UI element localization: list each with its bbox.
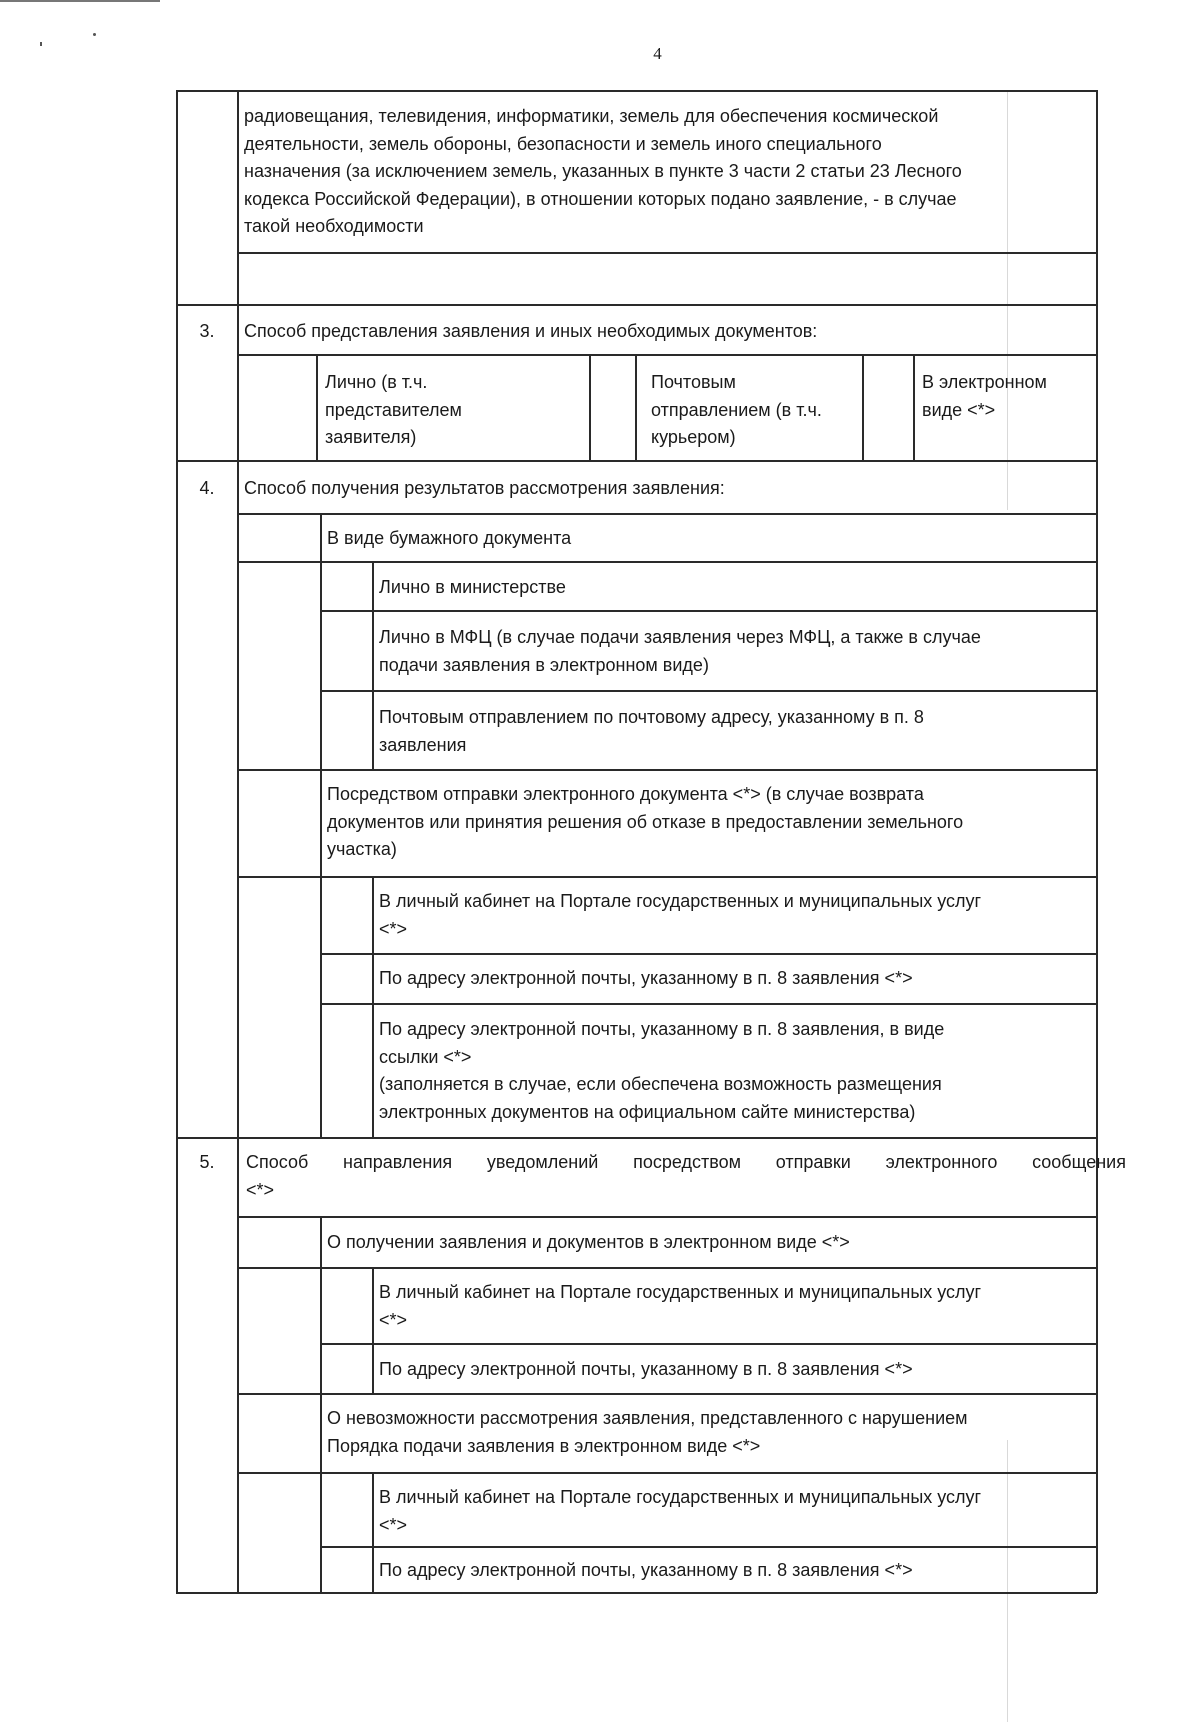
text-line: Посредством отправки электронного документа <*> (в случае возврата xyxy=(327,784,924,804)
text-line: заявления xyxy=(379,734,467,755)
text-line: назначения (за исключением земель, указанных в пункте 3 части 2 статьи 23 Лесного xyxy=(244,161,962,181)
text-line: В личный кабинет на Портале государственных и муниципальных услуг xyxy=(379,1487,982,1507)
title-word: посредством xyxy=(633,1152,741,1172)
section-divider xyxy=(176,460,1097,462)
checkbox-receipt-portal[interactable] xyxy=(321,1268,372,1343)
option-label xyxy=(379,1484,981,1539)
text-line: радиовещания, телевидения, информатики, земель для обеспечения космической xyxy=(244,106,939,126)
text-line: виде <*> xyxy=(922,399,996,420)
text-line: электронных документов на официальном сайте министерства) xyxy=(379,1101,916,1122)
option-label xyxy=(327,1405,968,1460)
section-number: 4. xyxy=(199,478,215,498)
checkbox-email[interactable] xyxy=(321,954,372,1003)
option-label: О получении заявления и документов в электронном виде <*> xyxy=(327,1232,850,1252)
text-line: <*> xyxy=(246,1179,275,1200)
text-line: курьером) xyxy=(651,427,736,447)
text-line: О невозможности рассмотрения заявления, представленного с нарушением xyxy=(327,1408,968,1428)
text-line: <*> xyxy=(379,1309,408,1330)
checkbox-email-link[interactable] xyxy=(321,1004,372,1137)
text-line: В личный кабинет на Портале государственных и муниципальных услуг xyxy=(379,1282,982,1302)
checkbox-electronic[interactable] xyxy=(863,355,913,460)
text-line: заявителя) xyxy=(325,427,417,447)
table-border-left xyxy=(176,90,178,1593)
checkbox-in-ministry[interactable] xyxy=(321,562,372,610)
row-divider xyxy=(237,769,1097,771)
text-line: Лично (в т.ч. xyxy=(325,372,428,392)
row-divider xyxy=(237,252,1097,254)
option-label: По адресу электронной почты, указанному в п. 8 заявления <*> xyxy=(379,1359,913,1379)
option-label: В виде бумажного документа xyxy=(327,528,572,548)
text-line: представителем xyxy=(325,399,462,420)
section-divider xyxy=(176,1137,1097,1139)
table-border-right xyxy=(1096,90,1098,1593)
text-line: По адресу электронной почты, указанному в п. 8 заявления, в виде xyxy=(379,1019,945,1039)
text-line: В электронном xyxy=(922,372,1047,392)
row-divider xyxy=(320,610,1097,612)
text-line: <*> xyxy=(379,918,408,939)
row-divider xyxy=(320,1343,1097,1345)
row-divider xyxy=(320,690,1097,692)
text-line: кодекса Российской Федерации), в отношении которых подано заявление, - в случае xyxy=(244,188,957,209)
text-line: <*> xyxy=(379,1514,408,1535)
checkbox-divider xyxy=(372,876,374,1138)
text-line: ссылки <*> xyxy=(379,1046,472,1067)
text-line: документов или принятия решения об отказе в предоставлении земельного xyxy=(327,811,964,832)
checkbox-divider xyxy=(372,1472,374,1593)
option-label xyxy=(325,369,462,452)
row-divider xyxy=(320,1546,1097,1548)
title-word: сообщения xyxy=(1032,1152,1126,1172)
row-divider xyxy=(237,513,1097,515)
text-line: Почтовым xyxy=(651,372,736,392)
option-label: По адресу электронной почты, указанному в п. 8 заявления <*> xyxy=(379,968,913,988)
title-word: электронного xyxy=(885,1152,998,1172)
checkbox-divider xyxy=(316,354,318,461)
row-divider xyxy=(320,953,1097,955)
option-label xyxy=(379,888,981,943)
checkbox-portal-cabinet[interactable] xyxy=(321,877,372,953)
checkbox-receipt-notice[interactable] xyxy=(238,1217,320,1267)
checkbox-rejection-notice[interactable] xyxy=(238,1394,320,1472)
intro-text xyxy=(244,103,962,241)
title-word: отправки xyxy=(775,1152,851,1172)
checkbox-in-mfc[interactable] xyxy=(321,611,372,690)
title-word: направления xyxy=(343,1152,453,1172)
text-line: участка) xyxy=(327,839,397,859)
option-label xyxy=(922,369,1047,424)
text-line: В личный кабинет на Портале государственных и муниципальных услуг xyxy=(379,891,982,911)
option-label xyxy=(379,704,924,759)
section-title: Способ получения результатов рассмотрения заявления: xyxy=(244,478,725,498)
text-line: Почтовым отправлением по почтовому адресу, указанному в п. 8 xyxy=(379,707,924,727)
section-number: 5. xyxy=(199,1152,215,1172)
option-label xyxy=(379,1016,944,1126)
page-number: 4 xyxy=(653,44,662,63)
section-divider xyxy=(176,304,1097,306)
text-line: такой необходимости xyxy=(244,216,424,236)
title-word: Способ xyxy=(246,1152,309,1172)
option-label xyxy=(327,781,963,864)
text-line: отправлением (в т.ч. xyxy=(651,399,822,420)
checkbox-divider xyxy=(372,1267,374,1394)
checkbox-postal[interactable] xyxy=(321,691,372,769)
checkbox-divider xyxy=(635,354,637,461)
text-line: Порядка подачи заявления в электронном виде <*> xyxy=(327,1435,761,1456)
checkbox-rejection-email[interactable] xyxy=(321,1547,372,1592)
title-word: уведомлений xyxy=(486,1152,599,1172)
table-border-bottom xyxy=(176,1592,1097,1594)
row-divider xyxy=(320,1003,1097,1005)
row-divider xyxy=(237,354,1097,356)
checkbox-paper-document[interactable] xyxy=(238,514,320,561)
table-border-top xyxy=(176,90,1097,92)
checkbox-divider xyxy=(372,561,374,770)
checkbox-receipt-email[interactable] xyxy=(321,1344,372,1393)
checkbox-rejection-portal[interactable] xyxy=(321,1473,372,1546)
checkbox-in-person[interactable] xyxy=(238,355,316,460)
section-title: Способ представления заявления и иных необходимых документов: xyxy=(244,321,818,341)
option-label: По адресу электронной почты, указанному в п. 8 заявления <*> xyxy=(379,1560,913,1580)
section-title xyxy=(246,1149,1126,1204)
row-divider xyxy=(237,1393,1097,1395)
section-number: 3. xyxy=(199,321,215,341)
option-label xyxy=(379,624,981,679)
text-line: подачи заявления в электронном виде) xyxy=(379,654,709,675)
checkbox-electronic-document[interactable] xyxy=(238,770,320,876)
checkbox-by-mail[interactable] xyxy=(590,355,635,460)
text-line: (заполняется в случае, если обеспечена возможность размещения xyxy=(379,1074,942,1094)
row-divider xyxy=(237,1216,1097,1218)
text-line: деятельности, земель обороны, безопасности и земель иного специального xyxy=(244,133,882,154)
section-title-line xyxy=(246,1149,1126,1177)
option-label xyxy=(379,1279,981,1334)
text-line: Лично в МФЦ (в случае подачи заявления через МФЦ, а также в случае xyxy=(379,627,981,647)
option-label xyxy=(651,369,822,452)
checkbox-divider xyxy=(913,354,915,461)
option-label: Лично в министерстве xyxy=(379,577,566,597)
